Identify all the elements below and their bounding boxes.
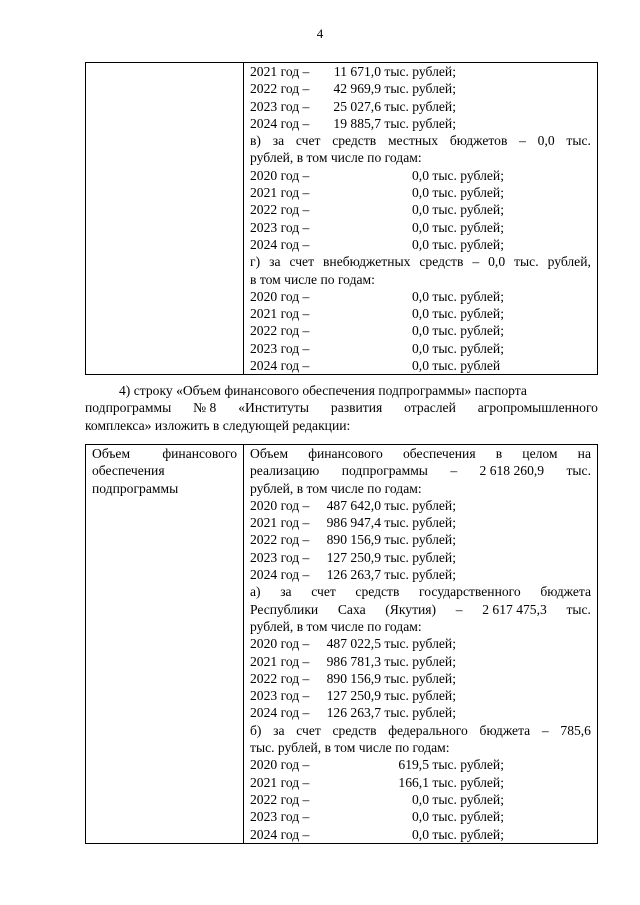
year-unit: тыс. рублей; (381, 636, 456, 652)
year-unit: тыс. рублей; (381, 64, 456, 79)
year-unit: тыс. рублей; (381, 98, 456, 114)
year-amount: 0,0 (412, 288, 429, 304)
page-number: 4 (316, 26, 324, 41)
year-label: 2024 год – (250, 358, 310, 374)
word: подпрограммы (341, 463, 428, 479)
federal-budget-subheading: тыс. рублей, в том числе по годам: (250, 740, 450, 756)
label-line: подпрограммы (92, 480, 179, 496)
word: за (280, 584, 292, 600)
year-row (250, 497, 591, 514)
word: федерального (388, 722, 468, 738)
year-row (250, 653, 591, 670)
word: – (450, 463, 458, 479)
year-unit: тыс. рублей; (429, 323, 504, 339)
year-amount: 0,0 (412, 809, 429, 825)
years-list-local (250, 167, 591, 253)
word: тыс. (514, 254, 539, 270)
year-unit: тыс. рублей; (429, 306, 504, 322)
year-row (250, 80, 591, 97)
word: средств (419, 254, 464, 270)
word: 2 618 260,9 (479, 463, 545, 479)
year-amount: 11 671,0 (333, 64, 381, 79)
word: обеспечения (403, 446, 476, 461)
year-label: 2023 год – (250, 219, 310, 235)
extrabudget-heading (250, 253, 591, 270)
amendment-paragraph (85, 382, 598, 434)
year-unit: тыс. рублей; (429, 202, 504, 218)
year-row (250, 184, 591, 201)
year-amount: 0,0 (412, 791, 429, 807)
label-line: обеспечения (92, 463, 165, 479)
year-unit: тыс. рублей; (381, 549, 456, 565)
word: № 8 (193, 400, 217, 416)
word: – (541, 722, 549, 738)
financing-details-cell (244, 445, 598, 844)
year-label: 2024 год – (250, 236, 310, 252)
year-label: 2021 год – (250, 185, 310, 201)
year-row (250, 670, 591, 687)
local-budget-heading (250, 132, 591, 149)
financing-details-cell (244, 63, 598, 375)
year-unit: тыс. рублей; (381, 670, 456, 686)
year-row (250, 791, 591, 808)
year-unit: тыс. рублей; (381, 705, 456, 721)
word: 785,6 (560, 722, 591, 738)
word: Республики (250, 601, 319, 617)
year-amount: 127 250,9 (326, 549, 381, 565)
financing-table-new (85, 444, 598, 844)
word: в (495, 446, 503, 461)
year-amount: 126 263,7 (326, 567, 381, 583)
year-unit: тыс. рублей; (429, 757, 504, 773)
year-amount: 890 156,9 (326, 670, 381, 686)
year-label: 2022 год – (250, 670, 310, 686)
year-unit: тыс. рублей; (429, 167, 504, 183)
year-amount: 0,0 (412, 219, 429, 235)
year-amount: 19 885,7 (333, 115, 381, 131)
year-label: 2021 год – (250, 64, 310, 79)
word: счет (295, 133, 321, 149)
year-label: 2020 год – (250, 636, 310, 652)
year-row (250, 357, 591, 374)
word: государственного (419, 584, 521, 600)
year-label: 2021 год – (250, 306, 310, 322)
word: в) (250, 133, 261, 149)
word: за (269, 254, 281, 270)
year-label: 2024 год – (250, 567, 310, 583)
year-unit: тыс. рублей; (429, 219, 504, 235)
year-row (250, 808, 591, 825)
year-amount: 0,0 (412, 826, 429, 842)
year-label: 2020 год – (250, 757, 310, 773)
year-unit: тыс. рублей; (381, 81, 456, 97)
year-row (250, 774, 591, 791)
year-amount: 0,0 (412, 340, 429, 356)
year-row (250, 704, 591, 721)
word: б) (250, 722, 262, 738)
year-unit: тыс. рублей; (429, 826, 504, 842)
year-label: 2020 год – (250, 497, 310, 513)
word: – (472, 254, 480, 270)
year-label: 2022 год – (250, 791, 310, 807)
word: развития (330, 400, 383, 416)
word: на (577, 446, 591, 461)
word: целом (522, 446, 558, 461)
years-list-total (250, 497, 591, 583)
year-amount: 986 781,3 (326, 653, 381, 669)
word: финансового (162, 446, 237, 461)
year-amount: 487 642,0 (326, 497, 381, 513)
year-row (250, 236, 591, 253)
year-row (250, 305, 591, 322)
word: 2 617 475,3 (482, 601, 547, 617)
state-budget-heading (250, 601, 591, 618)
label-cell (86, 445, 244, 844)
word: подпрограммы (85, 400, 172, 416)
year-amount: 166,1 (398, 774, 429, 790)
year-row (250, 219, 591, 236)
year-row (250, 566, 591, 583)
paragraph-line: комплекса» изложить в следующей редакции: (85, 417, 351, 433)
year-unit: тыс. рублей; (381, 688, 456, 704)
year-label: 2022 год – (250, 323, 310, 339)
year-label: 2024 год – (250, 705, 310, 721)
year-unit: тыс. рублей; (429, 809, 504, 825)
state-budget-heading (250, 583, 591, 600)
year-row (250, 531, 591, 548)
year-amount: 0,0 (412, 236, 429, 252)
word: средств (332, 133, 377, 149)
years-list-federal (250, 756, 591, 842)
year-unit: тыс. рублей; (429, 340, 504, 356)
year-row (250, 322, 591, 339)
year-row (250, 826, 591, 843)
year-unit: тыс. рублей; (381, 115, 456, 131)
year-label: 2021 год – (250, 515, 310, 531)
word: внебюджетных (323, 254, 411, 270)
year-unit: тыс. рублей; (381, 532, 456, 548)
year-label: 2020 год – (250, 167, 310, 183)
year-amount: 0,0 (412, 185, 429, 201)
year-label: 2022 год – (250, 532, 310, 548)
year-row (250, 687, 591, 704)
year-label: 2023 год – (250, 340, 310, 356)
word: счет (289, 254, 315, 270)
word: отраслей (404, 400, 456, 416)
year-label: 2022 год – (250, 202, 310, 218)
year-amount: 0,0 (412, 202, 429, 218)
year-unit: тыс. рублей (429, 358, 501, 374)
word: тыс. (566, 133, 591, 149)
word: бюджета (479, 722, 531, 738)
federal-budget-heading (250, 722, 591, 739)
year-label: 2023 год – (250, 809, 310, 825)
word: Объем (250, 446, 289, 461)
year-label: 2023 год – (250, 549, 310, 565)
year-unit: тыс. рублей; (429, 185, 504, 201)
year-row (250, 340, 591, 357)
year-unit: тыс. рублей; (429, 288, 504, 304)
year-amount: 0,0 (412, 358, 429, 374)
word: – (455, 601, 463, 617)
year-row (250, 98, 591, 115)
label-cell-empty (86, 63, 244, 375)
word: рублей, (547, 254, 591, 270)
year-label: 2021 год – (250, 653, 310, 669)
year-amount: 0,0 (412, 306, 429, 322)
year-amount: 619,5 (398, 757, 429, 773)
local-budget-subheading: рублей, в том числе по годам: (250, 150, 422, 166)
word: тыс. (566, 463, 591, 479)
year-amount: 127 250,9 (326, 688, 381, 704)
paragraph-line-justified (85, 399, 598, 416)
year-unit: тыс. рублей; (381, 497, 456, 513)
word: Саха (337, 601, 366, 617)
word: местных (387, 133, 439, 149)
year-unit: тыс. рублей; (429, 774, 504, 790)
total-subheading: рублей, в том числе по годам: (250, 480, 422, 496)
word: «Институты (238, 400, 309, 416)
year-row (250, 288, 591, 305)
year-amount: 42 969,9 (333, 81, 381, 97)
year-unit: тыс. рублей; (381, 653, 456, 669)
word: средств (355, 584, 400, 600)
word: 0,0 (537, 133, 555, 149)
year-row (250, 63, 591, 80)
year-row (250, 549, 591, 566)
year-row (250, 514, 591, 531)
word: Объем (92, 446, 131, 461)
word: бюджетов (449, 133, 508, 149)
word: – (519, 133, 526, 149)
year-row (250, 201, 591, 218)
word: финансового (308, 446, 383, 461)
word: а) (250, 584, 261, 600)
year-unit: тыс. рублей; (381, 567, 456, 583)
label-line (92, 445, 237, 462)
year-amount: 487 022,5 (326, 636, 381, 652)
year-row (250, 635, 591, 652)
year-unit: тыс. рублей; (429, 236, 504, 252)
word: г) (250, 254, 261, 270)
years-list-state (250, 635, 591, 721)
year-amount: 986 947,4 (326, 515, 381, 531)
word: реализацию (250, 463, 320, 479)
word: за (272, 133, 285, 149)
year-label: 2022 год – (250, 81, 310, 97)
state-budget-subheading: рублей, в том числе по годам: (250, 618, 422, 634)
word: счет (311, 584, 336, 600)
years-list-federal (250, 63, 591, 132)
year-amount: 126 263,7 (326, 705, 381, 721)
year-label: 2020 год – (250, 288, 310, 304)
year-amount: 0,0 (412, 167, 429, 183)
year-unit: тыс. рублей; (381, 515, 456, 531)
financing-table-continued (85, 62, 598, 375)
year-row (250, 756, 591, 773)
year-unit: тыс. рублей; (429, 791, 504, 807)
year-label: 2024 год – (250, 115, 310, 131)
word: счет (296, 722, 321, 738)
total-heading (250, 445, 591, 462)
year-amount: 0,0 (412, 323, 429, 339)
word: тыс. (566, 601, 591, 617)
year-label: 2021 год – (250, 774, 310, 790)
year-label: 2023 год – (250, 688, 310, 704)
paragraph-line: 4) строку «Объем финансового обеспечения подпрограммы» паспорта (119, 383, 527, 398)
extrabudget-subheading: в том числе по годам: (250, 271, 375, 287)
year-row (250, 167, 591, 184)
year-label: 2024 год – (250, 826, 310, 842)
year-row (250, 115, 591, 132)
year-amount: 890 156,9 (326, 532, 381, 548)
years-list-extrabudget (250, 288, 591, 374)
word: агропромышленного (477, 400, 598, 416)
word: за (273, 722, 285, 738)
word: 0,0 (488, 254, 506, 270)
word: (Якутия) (385, 601, 437, 617)
year-amount: 25 027,6 (333, 98, 381, 114)
total-heading (250, 462, 591, 479)
word: бюджета (540, 584, 591, 600)
year-label: 2023 год – (250, 98, 310, 114)
word: средств (332, 722, 377, 738)
